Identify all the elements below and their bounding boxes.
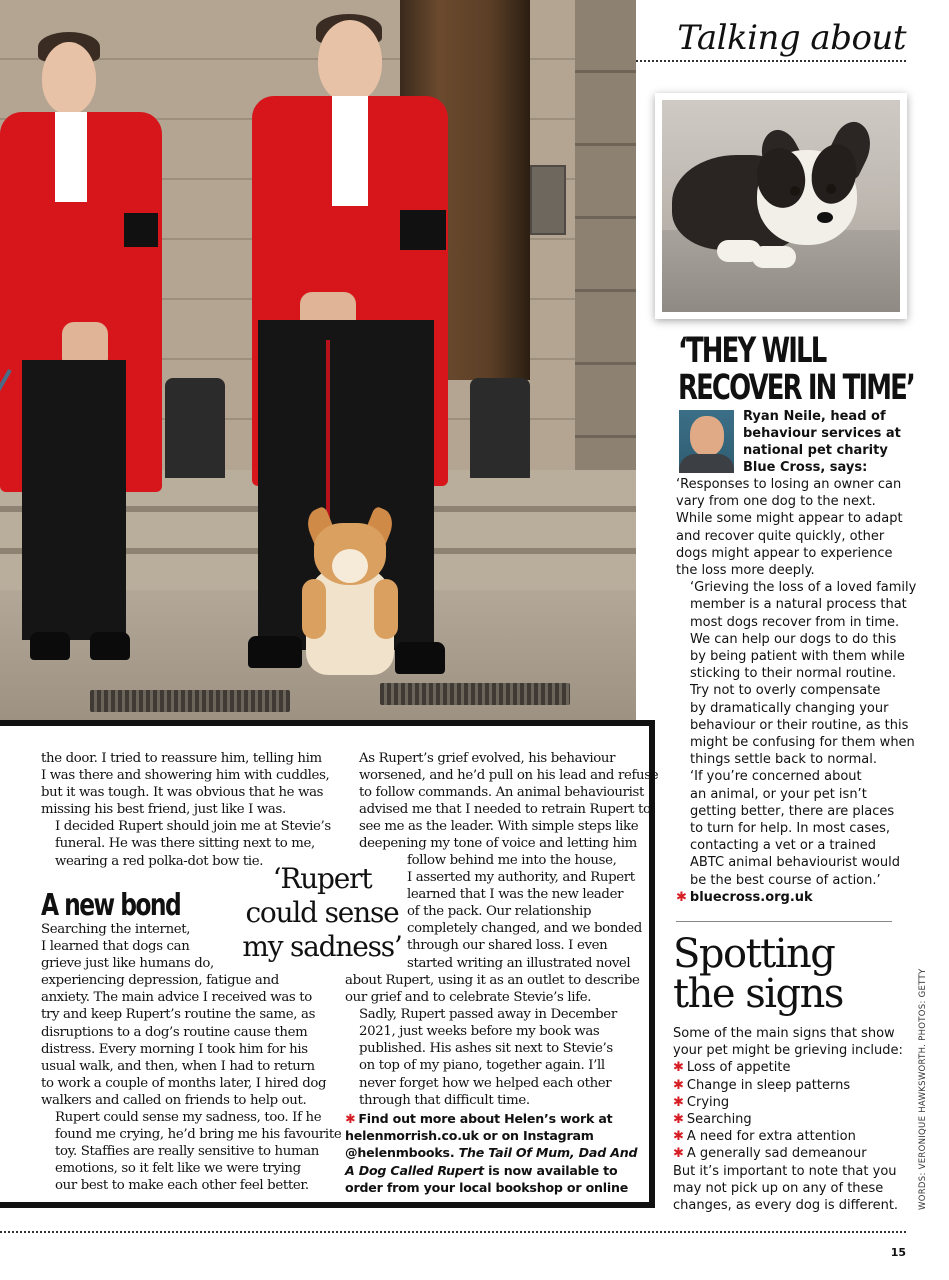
book-title: A Dog Called Rupert	[345, 1162, 484, 1178]
text-line: missing his best friend, just like I was.	[41, 802, 286, 818]
pull-quote-line: could sense	[245, 896, 399, 929]
star-bullet-icon: ✱	[673, 1146, 684, 1162]
quote-paragraph	[676, 768, 908, 888]
quote-paragraph	[676, 579, 917, 768]
text-line: our grief and to celebrate Stevie’s life.	[345, 990, 592, 1006]
text-line: might be confusing for them when	[690, 735, 915, 751]
text-line: and recover quite quickly, other	[676, 528, 885, 544]
text-line: on top of my piano, together again. I’ll	[359, 1058, 605, 1074]
text-line: the door. I tried to reassure him, telling him	[41, 751, 322, 766]
text-line: may not pick up on any of these	[673, 1180, 884, 1196]
corgi-dog	[300, 515, 400, 680]
article-column-2-top	[345, 750, 659, 853]
text-line: most dogs recover from in time.	[690, 614, 900, 630]
text-line: vary from one dog to the next.	[676, 494, 876, 510]
article-paragraph	[41, 1109, 342, 1194]
text-line: to turn for help. In most cases,	[690, 821, 890, 837]
expert-quote	[676, 476, 917, 906]
sign-text: A generally sad demeanour	[686, 1146, 867, 1162]
photo-credit: WORDS: VERONIQUE HAWKSWORTH. PHOTOS: GETTY	[918, 968, 928, 1210]
star-bullet-icon: ✱	[676, 889, 687, 905]
text-line: deepening my tone of voice and letting him	[359, 836, 637, 852]
article-column-2-bottom	[345, 972, 640, 1109]
text-line: ‘Grieving the loss of a loved family	[690, 580, 917, 596]
text-line: things settle back to normal.	[690, 752, 877, 768]
text-line: through that difficult time.	[359, 1092, 530, 1108]
signs-heading-line: the signs	[673, 971, 843, 1017]
article-paragraph	[345, 750, 659, 853]
text-line: Try not to overly compensate	[690, 683, 881, 699]
text-line: through our shared loss. I even	[407, 938, 608, 954]
french-bulldog-photo	[662, 100, 900, 312]
text-line: by dramatically changing your	[690, 700, 889, 716]
article-footer-note	[345, 1110, 638, 1196]
list-item	[673, 1145, 908, 1162]
text-line: ‘Responses to losing an owner can	[676, 477, 902, 492]
text-line: but it was tough. It was obvious that he was	[41, 785, 324, 801]
wall-plaque	[530, 165, 566, 235]
signs-list	[673, 1059, 908, 1162]
sidebar-divider	[676, 921, 892, 922]
text-line: Rupert could sense my sadness, too. If he	[55, 1110, 322, 1126]
signs-outro	[673, 1163, 908, 1215]
text-line: to follow commands. An animal behaviourist	[359, 785, 645, 801]
article-paragraph	[407, 852, 642, 972]
text-line: changes, as every dog is different.	[673, 1198, 899, 1214]
text-line: follow behind me into the house,	[407, 853, 617, 868]
signs-box	[673, 1025, 908, 1214]
sign-text: Searching	[686, 1112, 752, 1128]
page-number: 15	[890, 1246, 906, 1259]
text-line: walkers and called on friends to help out.	[41, 1092, 307, 1108]
sign-text: Change in sleep patterns	[686, 1077, 851, 1093]
text-line: I decided Rupert should join me at Stevie’s	[55, 819, 331, 835]
text-line: funeral. He was there sitting next to me,	[55, 836, 315, 852]
red-leash	[326, 340, 330, 520]
text-line: try and keep Rupert’s routine the same, as	[41, 1007, 316, 1023]
pull-quote-line: my sadness’	[242, 930, 402, 963]
text-line: learned that I was the new leader	[407, 887, 624, 903]
text-line: ‘If you’re concerned about	[690, 769, 862, 785]
text-line: usual walk, and then, when I had to return	[41, 1058, 315, 1074]
text-line: about Rupert, using it as an outlet to describe	[345, 973, 640, 988]
text-line: dogs might appear to experience	[676, 545, 893, 561]
article-paragraph	[345, 972, 640, 1006]
text-line: experiencing depression, fatigue and	[41, 973, 279, 989]
text-line: sticking to their normal routine.	[690, 666, 897, 682]
text-line: toy. Staffies are really sensitive to human	[55, 1144, 320, 1160]
text-line: disruptions to a dog’s routine cause them	[41, 1024, 308, 1040]
text-line: see me as the leader. With simple steps like	[359, 819, 639, 835]
hero-photo-footmen-with-corgi	[0, 0, 636, 722]
pull-quote	[238, 862, 406, 964]
text-line: the loss more deeply.	[676, 563, 815, 579]
expert-byline: Ryan Neile, head of behaviour services at national pet charity Blue Cross, says:	[743, 409, 901, 475]
text-line: anxiety. The main advice I received was to	[41, 990, 312, 1006]
text-line: Some of the main signs that show	[673, 1026, 895, 1041]
star-bullet-icon: ✱	[345, 1111, 356, 1126]
text-line: found me crying, he’d bring me his favourite	[55, 1127, 342, 1143]
text-line: of the pack. Our relationship	[407, 904, 592, 920]
sidebar-headline-line: RECOVER IN TIME’	[678, 368, 915, 408]
text-line: 2021, just weeks before my book was	[359, 1024, 600, 1040]
footer-text: is now available to	[483, 1162, 618, 1178]
article-column-2-narrow	[407, 852, 642, 972]
star-bullet-icon: ✱	[673, 1129, 684, 1145]
iron-bench	[165, 378, 225, 478]
quote-paragraph	[676, 476, 908, 579]
sign-text: Crying	[686, 1094, 730, 1110]
article-paragraph	[41, 750, 331, 818]
text-line: I asserted my authority, and Rupert	[407, 870, 635, 886]
footman-left	[0, 0, 170, 670]
avatar	[679, 410, 734, 473]
text-line: Searching the internet,	[41, 922, 191, 937]
text-line: contacting a vet or a trained	[690, 838, 876, 854]
text-line: While some might appear to adapt	[676, 511, 903, 527]
text-line: wearing a red polka-dot bow tie.	[55, 853, 264, 869]
footer-text: Find out more about Helen’s work at	[358, 1111, 613, 1126]
drain-grate	[380, 683, 570, 705]
text-line: distress. Every morning I took him for his	[41, 1041, 308, 1057]
header-dotted-rule	[636, 60, 906, 62]
text-line: started writing an illustrated novel	[407, 955, 631, 971]
text-line: published. His ashes sit next to Stevie’s	[359, 1041, 613, 1057]
star-bullet-icon: ✱	[673, 1060, 684, 1076]
list-item	[673, 1059, 908, 1076]
text-line: grieve just like humans do,	[41, 956, 214, 972]
star-bullet-icon: ✱	[673, 1094, 684, 1110]
text-line: completely changed, and we bonded	[407, 921, 642, 937]
drain-grate	[90, 690, 290, 712]
text-line: never forget how we helped each other	[359, 1075, 612, 1091]
text-line: Sadly, Rupert passed away in December	[359, 1007, 617, 1023]
signs-heading	[673, 931, 903, 1017]
book-title: The Tail Of Mum, Dad And	[458, 1145, 638, 1161]
article-paragraph	[345, 1006, 635, 1109]
list-item	[673, 1128, 908, 1145]
sidebar-headline-line: ‘THEY WILL	[678, 331, 826, 371]
signs-heading-line: Spotting	[673, 931, 835, 977]
text-line: member is a natural process that	[690, 597, 907, 613]
text-line: our best to make each other feel better.	[55, 1178, 309, 1194]
star-bullet-icon: ✱	[673, 1077, 684, 1093]
footer-text: order from your local bookshop or online	[345, 1179, 629, 1195]
article-subhead: A new bond	[41, 888, 181, 923]
article-column-1-top	[41, 750, 331, 870]
text-line: behaviour or their routine, as this	[690, 717, 909, 733]
text-line: But it’s important to note that you	[673, 1163, 897, 1179]
iron-bench	[470, 378, 530, 478]
text-line: getting better, there are places	[690, 803, 895, 819]
bluecross-link-text[interactable]: bluecross.org.uk	[689, 889, 813, 905]
sign-text: A need for extra attention	[686, 1129, 856, 1145]
text-line: advised me that I needed to retrain Rupert to	[359, 802, 651, 818]
instagram-handle[interactable]: @helenmbooks.	[345, 1145, 459, 1161]
text-line: by being patient with them while	[690, 649, 905, 665]
text-line: worsened, and he’d pull on his lead and refuse	[359, 768, 659, 784]
footer-text[interactable]: helenmorrish.co.uk or on Instagram	[345, 1128, 594, 1144]
text-line: I learned that dogs can	[41, 939, 190, 955]
text-line: emotions, so it felt like we were trying	[55, 1161, 301, 1177]
text-line: your pet might be grieving include:	[673, 1043, 903, 1059]
footer-dotted-rule	[0, 1231, 906, 1233]
text-line: I was there and showering him with cuddles,	[41, 768, 330, 784]
section-title: Talking about	[677, 18, 906, 58]
list-item	[673, 1094, 908, 1111]
sidebar-headline	[678, 331, 915, 408]
bluecross-link[interactable]	[676, 889, 908, 906]
text-line: ABTC animal behaviourist would	[690, 855, 900, 871]
text-line: be the best course of action.’	[690, 872, 881, 888]
signs-intro	[673, 1025, 908, 1059]
list-item	[673, 1077, 908, 1094]
sign-text: Loss of appetite	[686, 1060, 791, 1076]
text-line: an animal, or your pet isn’t	[690, 786, 867, 802]
list-item	[673, 1111, 908, 1128]
text-line: We can help our dogs to do this	[690, 631, 897, 647]
french-bulldog-photo-frame	[655, 93, 907, 319]
text-line: As Rupert’s grief evolved, his behaviour	[359, 751, 616, 766]
star-bullet-icon: ✱	[673, 1112, 684, 1128]
text-line: to work a couple of months later, I hired dog	[41, 1075, 327, 1091]
pull-quote-line: ‘Rupert	[272, 862, 372, 895]
